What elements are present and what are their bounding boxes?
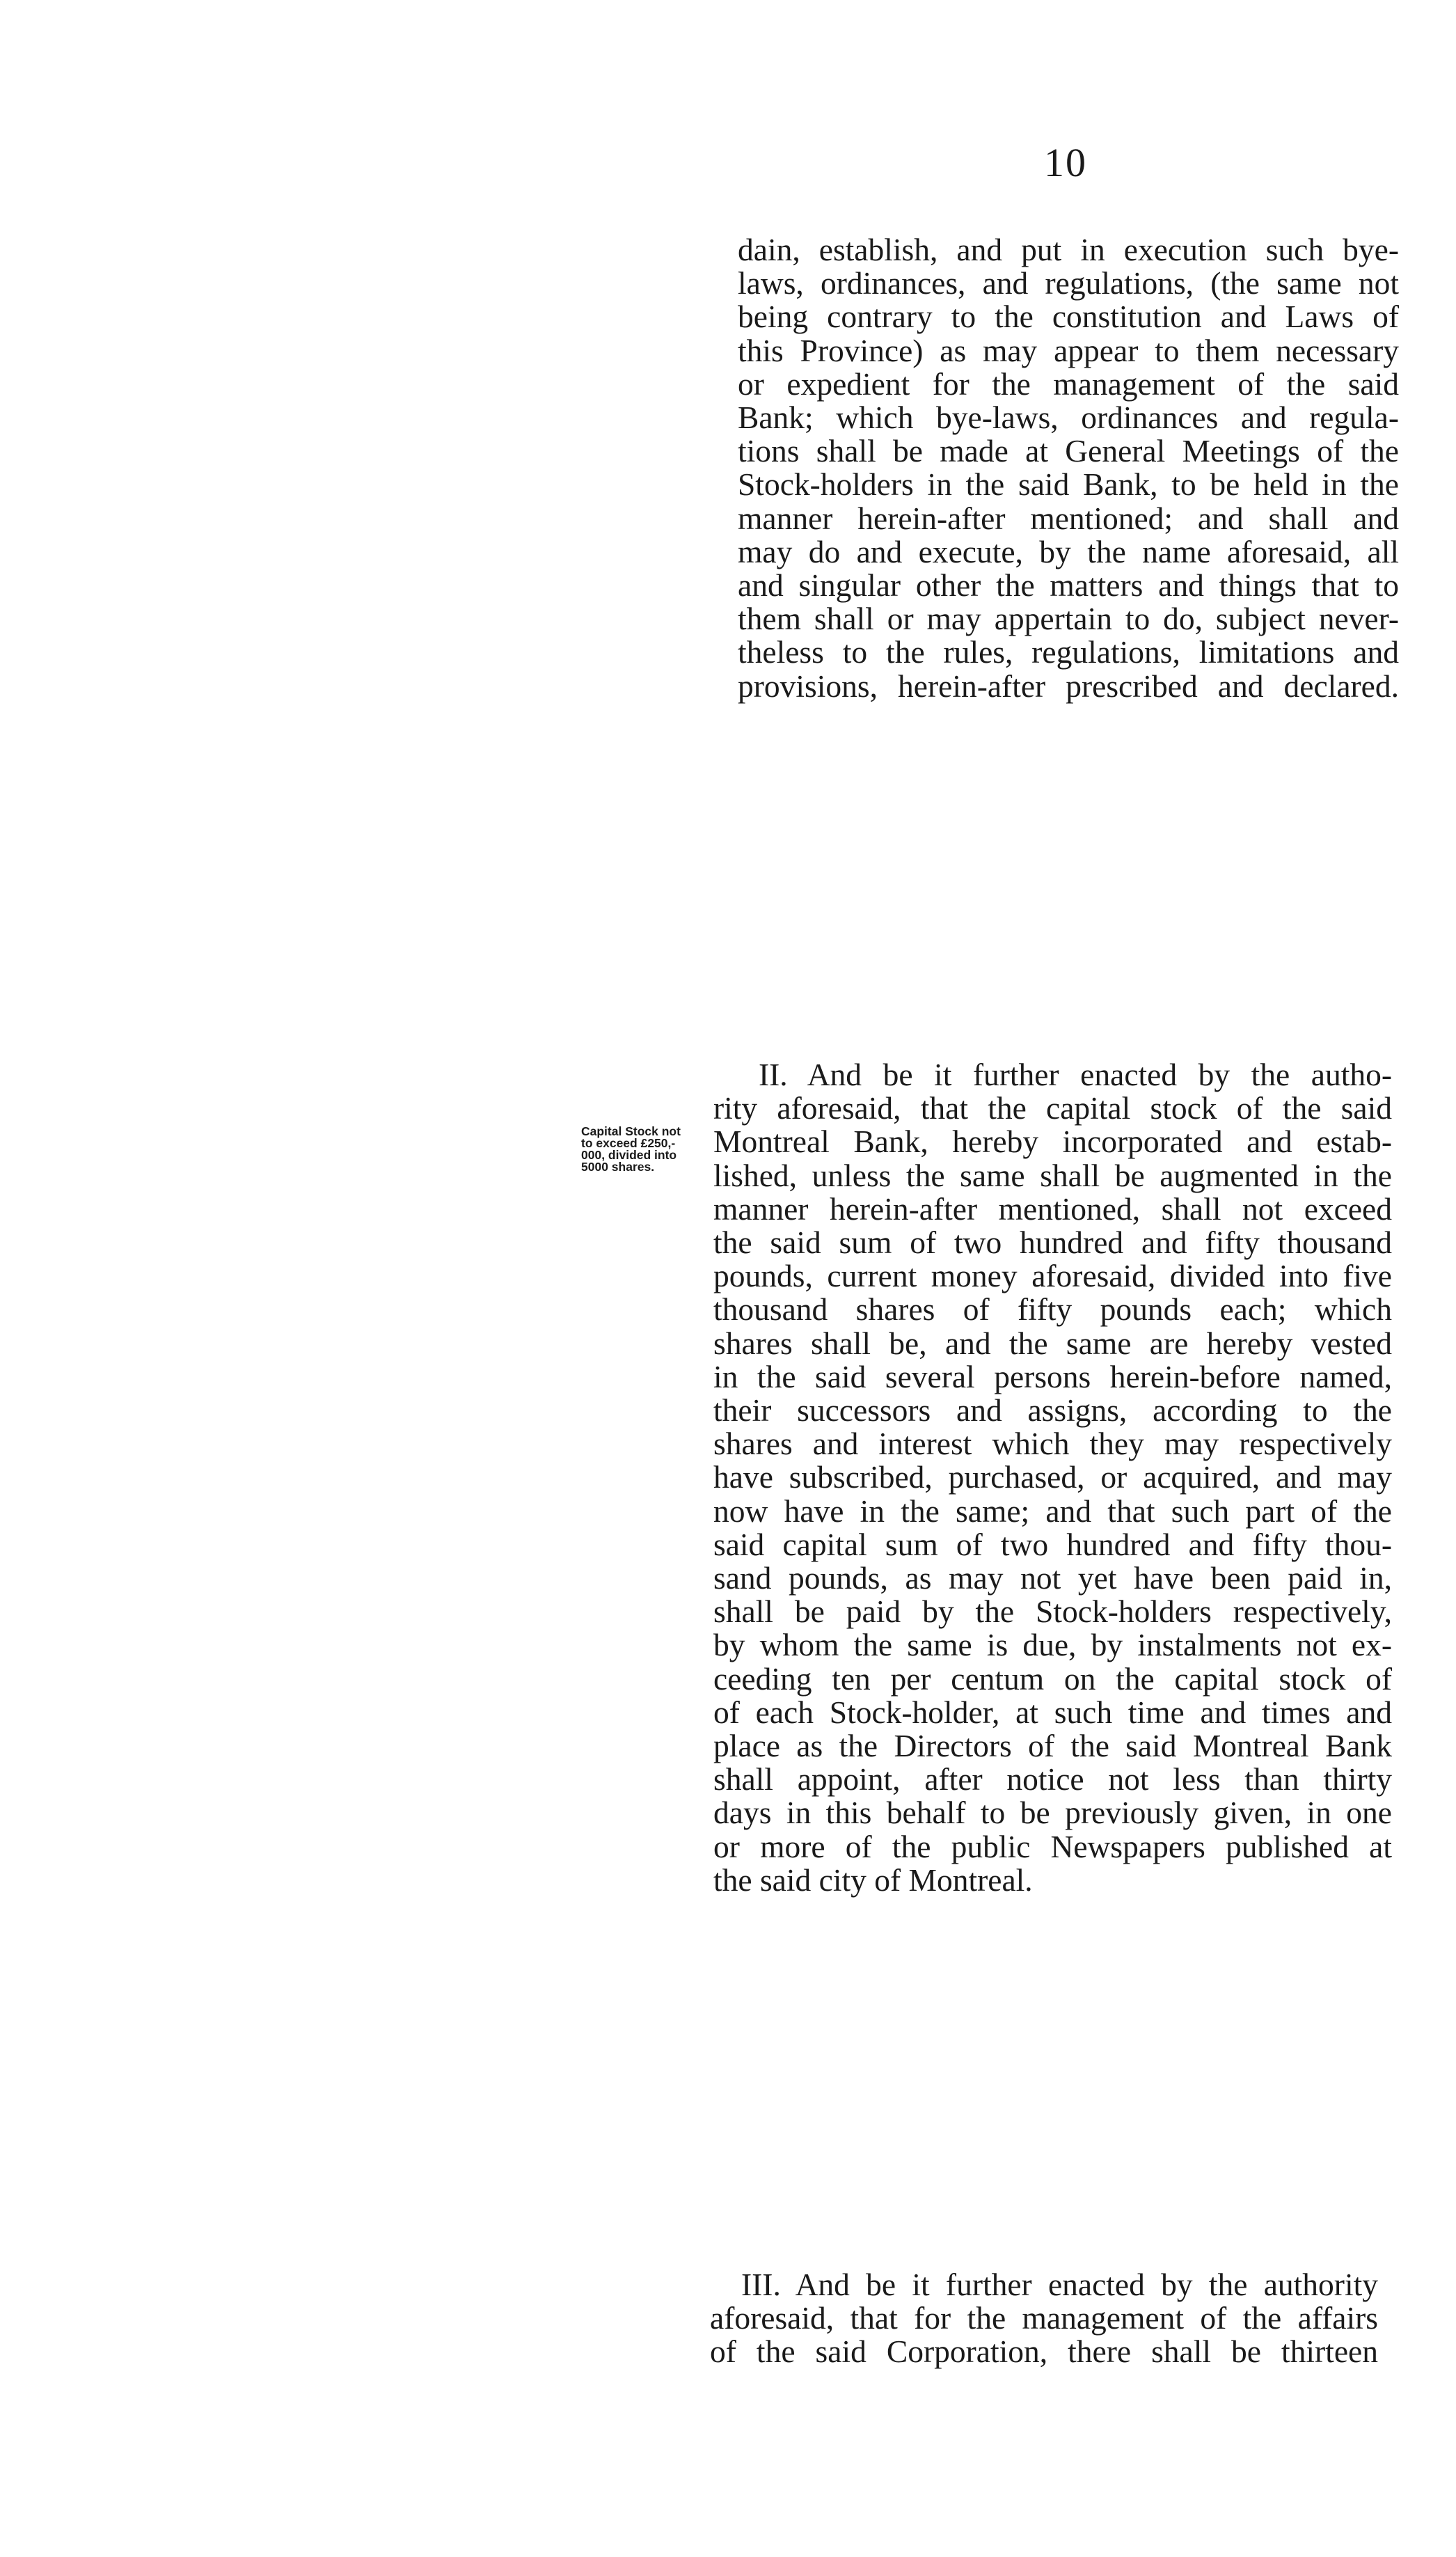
text-line: place as the Directors of the said Montreal Bank <box>713 1728 1392 1764</box>
text-line: thousand shares of fifty pounds each; which <box>713 1291 1392 1328</box>
text-line: the said sum of two hundred and fifty thousand <box>713 1225 1392 1261</box>
text-line: tions shall be made at General Meetings of the <box>738 433 1399 469</box>
text-line: or more of the public Newspapers published at <box>713 1828 1392 1864</box>
text-line: now have in the same; and that such part of the <box>713 1493 1392 1529</box>
marginal-note <box>581 1126 720 1173</box>
text-line: have subscribed, purchased, or acquired, and may <box>713 1459 1392 1495</box>
text-line: theless to the rules, regulations, limitations and <box>738 634 1399 670</box>
text-line: dain, establish, and put in execution such bye- <box>738 232 1399 267</box>
section-iii-paragraph <box>710 2268 1378 2369</box>
text-line: being contrary to the constitution and Laws of <box>738 299 1399 335</box>
text-line: pounds, current money aforesaid, divided into five <box>713 1258 1392 1294</box>
text-line: the said city of Montreal. <box>713 1862 1033 1898</box>
section-ii-paragraph <box>713 1058 1392 1897</box>
text-line: provisions, herein-after prescribed and declared. <box>738 668 1399 704</box>
text-line: days in this behalf to be previously given, in one <box>713 1795 1392 1831</box>
text-line: shares shall be, and the same are hereby vested <box>713 1325 1392 1361</box>
text-line: manner herein-after mentioned, shall not exceed <box>713 1190 1392 1227</box>
text-line: by whom the same is due, by instalments not ex- <box>713 1627 1392 1663</box>
marginal-note-line: Capital Stock not <box>581 1124 681 1138</box>
text-line: may do and execute, by the name aforesaid, all <box>738 533 1399 569</box>
text-line: shall be paid by the Stock-holders respectively, <box>713 1594 1392 1630</box>
text-line: III. And be it further enacted by the authority <box>741 2267 1378 2302</box>
marginal-note-line: 5000 shares. <box>581 1160 655 1174</box>
text-line: sand pounds, as may not yet have been paid in, <box>713 1560 1392 1596</box>
marginal-note-line: 000, divided into <box>581 1148 677 1162</box>
text-line: in the said several persons herein-before named, <box>713 1358 1392 1394</box>
text-line: laws, ordinances, and regulations, (the same not <box>738 265 1399 301</box>
text-line: and singular other the matters and things that to <box>738 567 1399 604</box>
text-line: II. And be it further enacted by the autho- <box>759 1057 1392 1092</box>
text-line: their successors and assigns, according to the <box>713 1392 1392 1429</box>
text-line: of each Stock-holder, at such time and times and <box>713 1694 1392 1730</box>
text-line: said capital sum of two hundred and fifty thou- <box>713 1526 1392 1562</box>
text-line: manner herein-after mentioned; and shall and <box>738 500 1399 536</box>
text-line: shares and interest which they may respectively <box>713 1426 1392 1462</box>
text-line: Bank; which bye-laws, ordinances and regula- <box>738 400 1399 436</box>
text-line: shall appoint, after notice not less than thirty <box>713 1761 1392 1797</box>
text-line: of the said Corporation, there shall be thirteen <box>710 2334 1378 2370</box>
page-number: 10 <box>1044 140 1087 185</box>
text-line: Montreal Bank, hereby incorporated and estab- <box>713 1124 1392 1160</box>
text-line: aforesaid, that for the management of the affairs <box>710 2300 1378 2336</box>
text-line: this Province) as may appear to them necessary <box>738 332 1399 368</box>
text-line: ceeding ten per centum on the capital stock of <box>713 1660 1392 1697</box>
text-line: or expedient for the management of the said <box>738 365 1399 402</box>
marginal-note-line: to exceed £250,- <box>581 1136 676 1150</box>
text-line: lished, unless the same shall be augmented in the <box>713 1157 1392 1193</box>
text-line: Stock-holders in the said Bank, to be held in the <box>738 466 1399 503</box>
text-line: them shall or may appertain to do, subject never- <box>738 601 1399 637</box>
paragraph-continued <box>738 233 1399 703</box>
text-line: rity aforesaid, that the capital stock of the said <box>713 1090 1392 1126</box>
